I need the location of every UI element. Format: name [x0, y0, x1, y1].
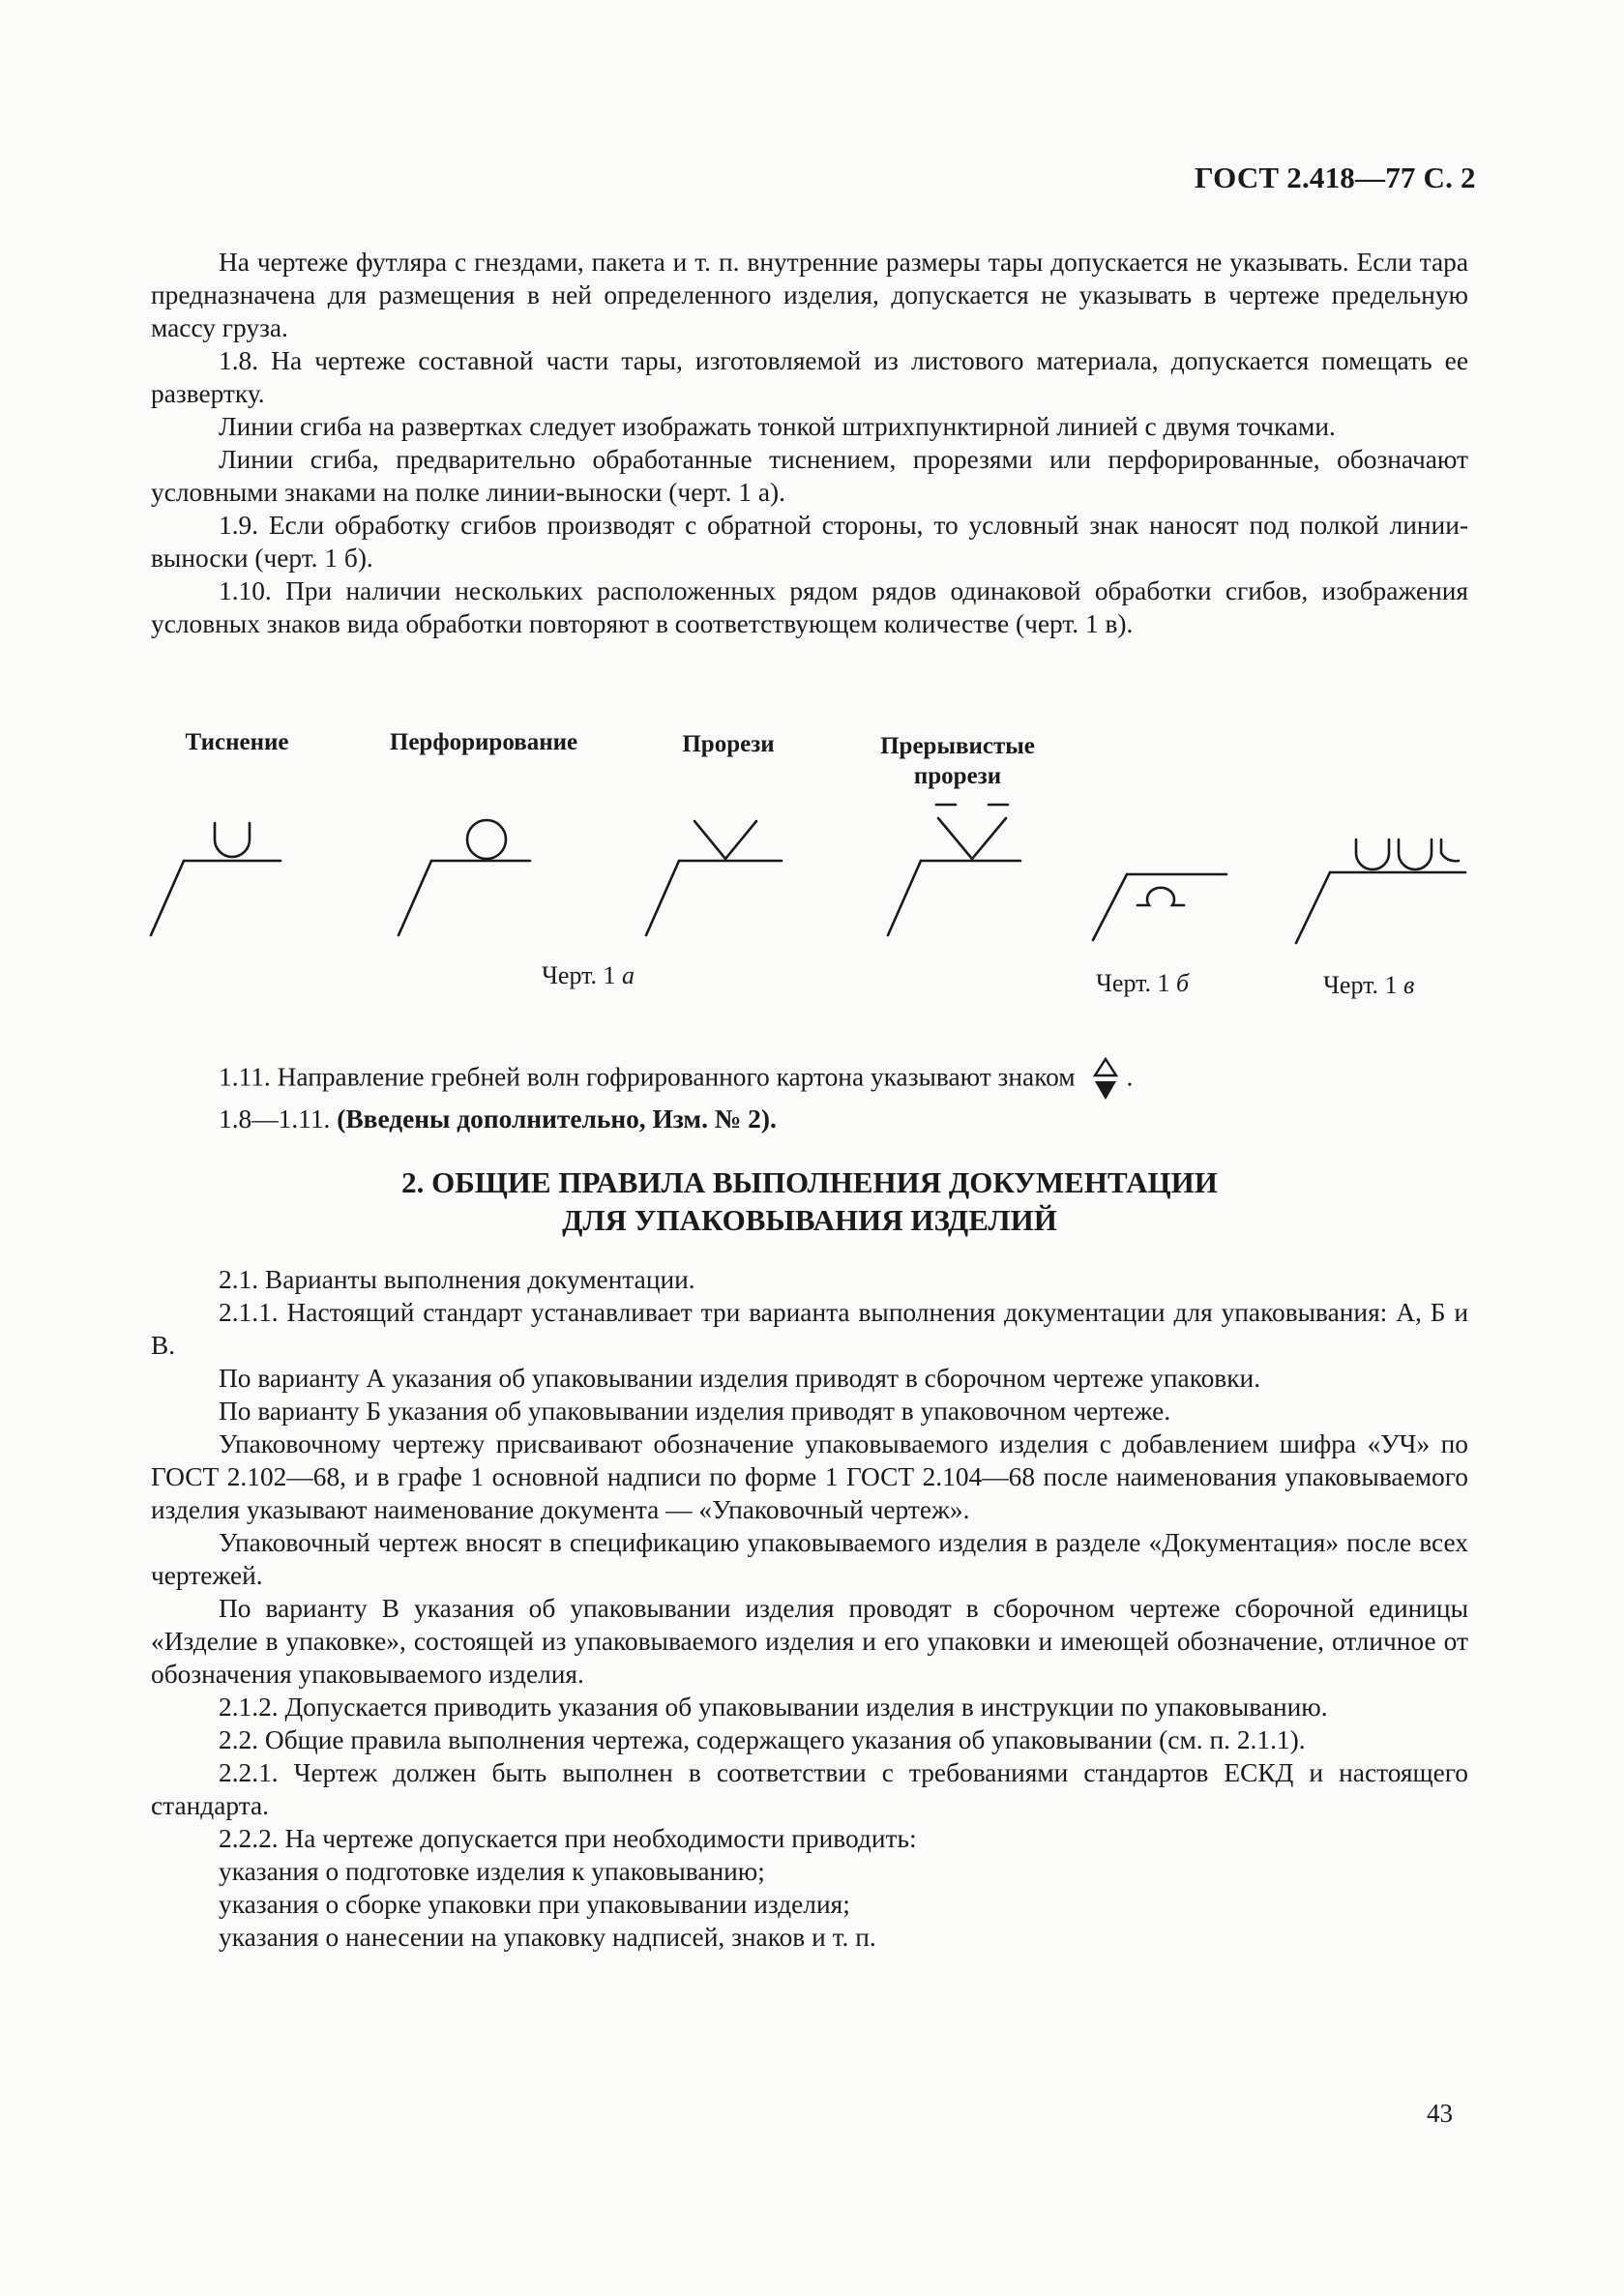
list-item: указания о подготовке изделия к упаковыванию;: [219, 1857, 765, 1886]
paragraph: Упаковочный чертеж вносят в спецификацию упаковываемого изделия в разделе «Документация» после всех чертежей.: [151, 1528, 1468, 1590]
paragraph: По варианту Б указания об упаковывании изделия приводят в упаковочном чертеже.: [219, 1397, 1171, 1426]
label-intermittent-slots: Прерывистые прорези: [880, 733, 1035, 789]
list-item: указания о нанесении на упаковку надписей, знаков и т. п.: [219, 1923, 876, 1952]
paragraph: 2.1. Варианты выполнения документации.: [219, 1265, 695, 1294]
page-number: 43: [1427, 2099, 1453, 2128]
paragraph: 2.2.2. На чертеже допускается при необходимости приводить:: [219, 1824, 917, 1853]
paragraph: По варианту В указания об упаковывании изделия проводят в сборочном чертеже сборочной единицы «Изделие в упаковке», состоящей из упаковываемого изделия и его упаковки и имеющей обозначение, отличное от обозначения упаковываемого изделия.: [151, 1594, 1468, 1689]
text-block-3: [151, 1263, 1468, 1954]
paragraph: Линии сгиба, предварительно обработанные тиснением, прорезями или перфорированные, обозначают условными знаками на полке линии-выноски (черт. 1 а).: [151, 445, 1468, 507]
section-title: 2. ОБЩИЕ ПРАВИЛА ВЫПОЛНЕНИЯ ДОКУМЕНТАЦИИ ДЛЯ УПАКОВЫВАНИЯ ИЗДЕЛИЙ: [401, 1165, 1218, 1237]
text-block-2: [151, 1056, 1468, 1135]
embossing-symbol-icon: [151, 823, 281, 935]
paragraph: 1.9. Если обработку сгибов производят с обратной стороны, то условный знак наносят под полкой линии-выноски (черт. 1 б).: [151, 511, 1468, 573]
paragraph-1-11: 1.11. Направление гребней волн гофрированного картона указывают знаком .: [151, 1056, 1468, 1103]
paragraph: Упаковочному чертежу присваивают обозначение упаковываемого изделия с добавлением шифра «УЧ» по ГОСТ 2.102—68, и в графе 1 основной надписи по форме 1 ГОСТ 2.104—68 после наименования упаковываемого изделия указывают наименование документа — «Упаковочный чертеж».: [151, 1429, 1468, 1524]
paragraph: По варианту А указания об упаковывании изделия приводят в сборочном чертеже упаковки.: [219, 1364, 1261, 1393]
perforation-symbol-icon: [399, 820, 530, 935]
paragraph: 2.2.1. Чертеж должен быть выполнен в соответствии с требованиями стандартов ЕСКД и настоящего стандарта.: [151, 1758, 1468, 1820]
slots-symbol-icon: [646, 821, 782, 935]
figure-1: [0, 716, 1624, 1016]
intermittent-slots-symbol-icon: [888, 805, 1020, 935]
paragraph: 2.1.2. Допускается приводить указания об упаковывании изделия в инструкции по упаковыванию.: [219, 1693, 1328, 1722]
paragraph: 2.2. Общие правила выполнения чертежа, содержащего указания об упаковывании (см. п. 2.1.1).: [219, 1725, 1306, 1754]
repeated-embossing-symbol-icon: [1296, 839, 1465, 943]
paragraph: 1.8. На чертеже составной части тары, изготовляемой из листового материала, допускается помещать ее развертку.: [151, 346, 1468, 408]
paragraph: 1.10. При наличии нескольких расположенных рядом рядов одинаковой обработки сгибов, изображения условных знаков вида обработки повторяют в соответствующем количестве (черт. 1 в).: [151, 576, 1468, 638]
text-block-1: [151, 246, 1468, 640]
paragraph: Линии сгиба на развертках следует изображать тонкой штрихпунктирной линией с двумя точками.: [219, 412, 1336, 441]
caption-fig-1a: Черт. 1 а: [542, 961, 635, 989]
label-embossing: Тиснение: [185, 729, 289, 755]
label-slots: Прорези: [682, 731, 775, 757]
caption-fig-1b: Черт. 1 б: [1096, 969, 1190, 997]
reverse-embossing-symbol-icon: [1093, 874, 1226, 940]
label-perforation: Перфорирование: [389, 729, 578, 755]
list-item: указания о сборке упаковки при упаковывании изделия;: [219, 1890, 850, 1919]
paragraph: 2.1.1. Настоящий стандарт устанавливает три варианта выполнения документации для упаковывания: А, Б и В.: [151, 1298, 1468, 1360]
document-header: ГОСТ 2.418—77 С. 2: [1195, 161, 1476, 194]
paragraph-amendment: 1.8—1.11. (Введены дополнительно, Изм. № 2).: [219, 1104, 777, 1133]
paragraph: На чертеже футляра с гнездами, пакета и т. п. внутренние размеры тары допускается не указывать. Если тара предназначена для размещения в ней определенного изделия, допускается не указывать в чертеже предельную массу груза.: [151, 248, 1468, 342]
caption-fig-1c: Черт. 1 в: [1323, 971, 1415, 999]
corrugation-direction-icon: [1091, 1056, 1120, 1103]
